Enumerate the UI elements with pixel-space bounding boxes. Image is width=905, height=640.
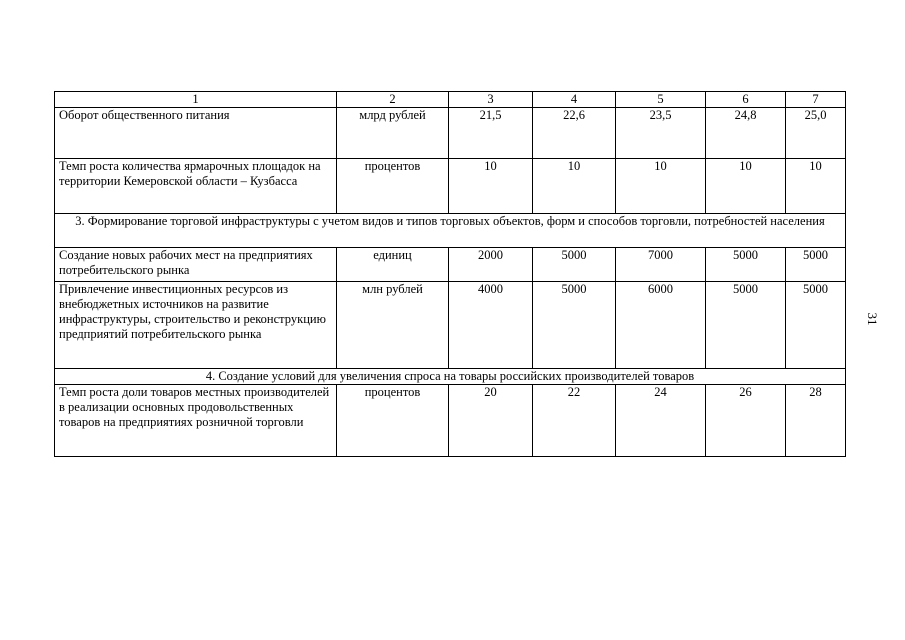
section-title: 4. Создание условий для увеличения спроса на товары российских производителей товаров bbox=[55, 369, 846, 385]
unit-cell: единиц bbox=[337, 248, 449, 282]
unit-cell: процентов bbox=[337, 159, 449, 214]
header-cell: 4 bbox=[533, 92, 616, 108]
value-cell: 22 bbox=[533, 385, 616, 457]
indicator-name: Темп роста доли товаров местных производителей в реализации основных продовольственных товаров на предприятиях розничной торговли bbox=[55, 385, 337, 457]
value-cell: 5000 bbox=[706, 282, 786, 369]
value-cell: 20 bbox=[449, 385, 533, 457]
unit-cell: процентов bbox=[337, 385, 449, 457]
value-cell: 4000 bbox=[449, 282, 533, 369]
value-cell: 7000 bbox=[616, 248, 706, 282]
table-row bbox=[55, 385, 846, 457]
value-cell: 24 bbox=[616, 385, 706, 457]
section-row bbox=[55, 369, 846, 385]
indicator-name: Привлечение инвестиционных ресурсов из внебюджетных источников на развитие инфраструктуры, строительство и реконструкцию предприятий потребительского рынка bbox=[55, 282, 337, 369]
header-cell: 2 bbox=[337, 92, 449, 108]
value-cell: 2000 bbox=[449, 248, 533, 282]
value-cell: 25,0 bbox=[786, 108, 846, 159]
header-row bbox=[55, 92, 846, 108]
unit-cell: млрд рублей bbox=[337, 108, 449, 159]
value-cell: 21,5 bbox=[449, 108, 533, 159]
value-cell: 5000 bbox=[533, 282, 616, 369]
value-cell: 23,5 bbox=[616, 108, 706, 159]
page-number: 31 bbox=[865, 312, 880, 326]
value-cell: 10 bbox=[616, 159, 706, 214]
indicator-name: Создание новых рабочих мест на предприятиях потребительского рынка bbox=[55, 248, 337, 282]
value-cell: 26 bbox=[706, 385, 786, 457]
indicators-table bbox=[54, 91, 846, 457]
header-cell: 3 bbox=[449, 92, 533, 108]
header-cell: 1 bbox=[55, 92, 337, 108]
value-cell: 10 bbox=[449, 159, 533, 214]
value-cell: 28 bbox=[786, 385, 846, 457]
value-cell: 10 bbox=[786, 159, 846, 214]
value-cell: 5000 bbox=[786, 248, 846, 282]
value-cell: 10 bbox=[706, 159, 786, 214]
table-row bbox=[55, 108, 846, 159]
header-cell: 6 bbox=[706, 92, 786, 108]
indicator-name: Темп роста количества ярмарочных площадок на территории Кемеровской области – Кузбасса bbox=[55, 159, 337, 214]
header-cell: 7 bbox=[786, 92, 846, 108]
indicator-name: Оборот общественного питания bbox=[55, 108, 337, 159]
table-row bbox=[55, 282, 846, 369]
value-cell: 10 bbox=[533, 159, 616, 214]
header-cell: 5 bbox=[616, 92, 706, 108]
section-title: 3. Формирование торговой инфраструктуры с учетом видов и типов торговых объектов, форм и способов торговли, потребностей населения bbox=[55, 214, 846, 248]
unit-cell: млн рублей bbox=[337, 282, 449, 369]
table-row bbox=[55, 159, 846, 214]
value-cell: 5000 bbox=[706, 248, 786, 282]
value-cell: 22,6 bbox=[533, 108, 616, 159]
section-row bbox=[55, 214, 846, 248]
value-cell: 6000 bbox=[616, 282, 706, 369]
table-body bbox=[55, 92, 846, 457]
table-row bbox=[55, 248, 846, 282]
value-cell: 5000 bbox=[533, 248, 616, 282]
value-cell: 5000 bbox=[786, 282, 846, 369]
value-cell: 24,8 bbox=[706, 108, 786, 159]
